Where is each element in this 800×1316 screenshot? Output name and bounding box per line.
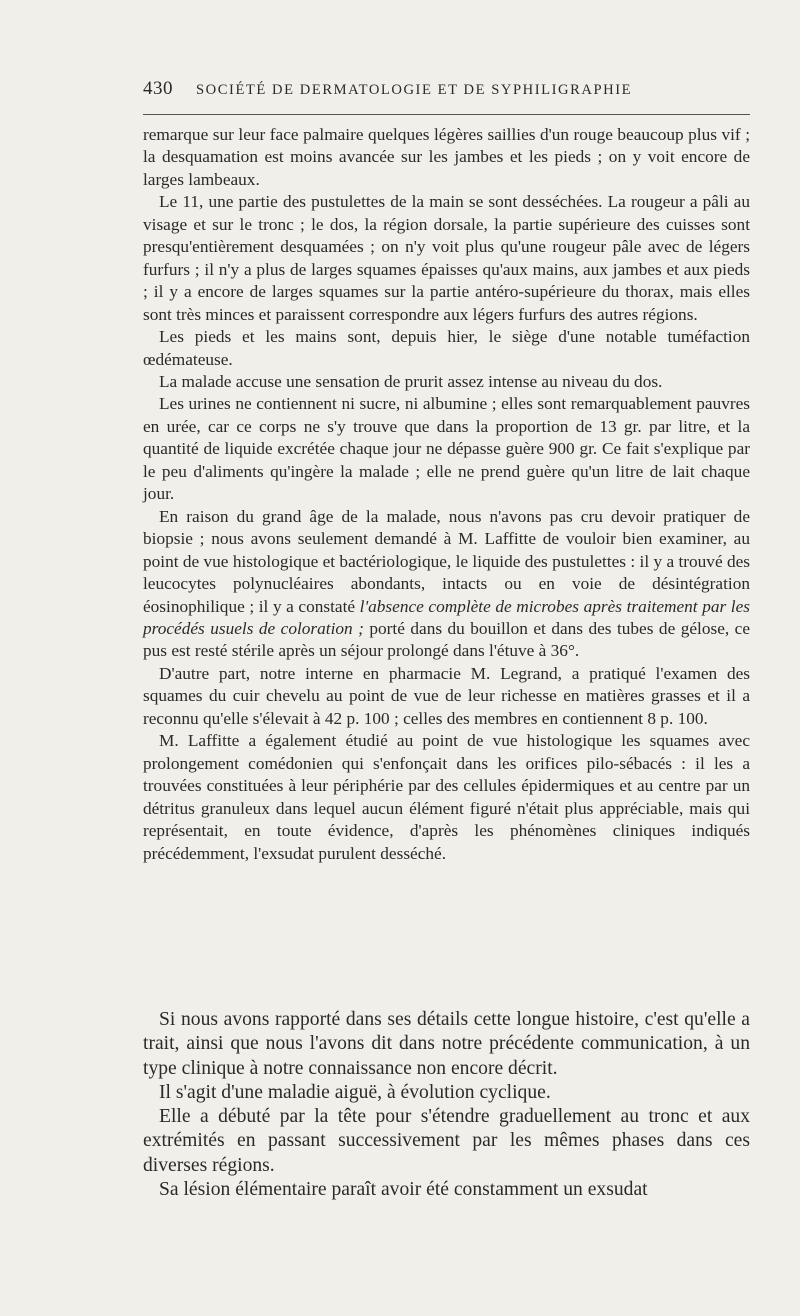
text-run: porté dans du bouillon et dans des tubes de gélose, ce pus est resté stérile après un séjour prolongé dans l'étuve à 36°. [143, 618, 750, 661]
paragraph: Les urines ne contiennent ni sucre, ni albumine ; elles sont remarquablement pauvres en urée, car ce corps ne s'y trouve que dans la proportion de 13 gr. par litre, et la quantité de liquide excrétée chaque jour ne dépasse guère 900 gr. Ce fait s'explique par le peu d'aliments qu'ingère la malade ; elle ne prend guère qu'un litre de lait chaque jour. [143, 394, 750, 504]
discussion-text [143, 1008, 750, 1202]
paragraph: Le 11, une partie des pustulettes de la main se sont desséchées. La rougeur a pâli au visage et sur le tronc ; le dos, la région dorsale, la partie supérieure des cuisses sont presqu'entièrement desquamées ; on n'y voit plus qu'une rougeur pâle avec de légers furfurs ; il n'y a plus de larges squames épaisses qu'aux mains, aux jambes et aux pieds ; il y a encore de larges squames sur la partie antéro-supérieure du thorax, mais elles sont très minces et paraissent correspondre aux légers furfurs des autres régions. [143, 192, 750, 324]
paragraph: D'autre part, notre interne en pharmacie M. Legrand, a pratiqué l'examen des squames du cuir chevelu au point de vue de leur richesse en matières grasses et il a reconnu qu'elle s'élevait à 42 p. 100 ; celles des membres en contiennent 8 p. 100. [143, 663, 750, 728]
italic-text-run: l'absence complète de microbes après traitement par les procédés usuels de coloration ; [143, 596, 750, 638]
text-run: En raison du grand âge de la malade, nous n'avons pas cru devoir pratiquer de biopsie ; nous avons seulement demandé à M. Laffitte de vouloir bien examiner, au point de vue histologique et bactériologique, le liquide des pustulettes : il y a trouvé des leucocytes polynucléaires abondants, intacts ou en voie de désintégration éosinophilique ; il y a constaté [143, 506, 750, 616]
paragraph: Il s'agit d'une maladie aiguë, à évolution cyclique. [159, 1081, 551, 1103]
paragraph: Si nous avons rapporté dans ses détails cette longue histoire, c'est qu'elle a trait, ainsi que nous l'avons dit dans notre précédente communication, à un type clinique à notre connaissance non encore décrit. [143, 1009, 750, 1079]
header-rule [143, 114, 750, 115]
paragraph: Sa lésion élémentaire paraît avoir été constamment un exsudat [159, 1179, 648, 1201]
paragraph: Elle a débuté par la tête pour s'étendre graduellement au tronc et aux extrémités en passant successivement par les mêmes phases dans ces diverses régions. [143, 1106, 750, 1176]
paragraph: La malade accuse une sensation de prurit assez intense au niveau du dos. [159, 371, 663, 391]
paragraph: M. Laffitte a également étudié au point de vue histologique les squames avec prolongement comédonien qui s'enfonçait dans les orifices pilo-sébacés : il les a trouvées constituées à leur périphérie par des cellules épidermiques et au centre par un détritus granuleux dans lequel aucun élément figuré n'était plus appréciable, mais qui représentait, en toute évidence, d'après les phénomènes cliniques indiqués précédemment, l'exsudat purulent desséché. [143, 731, 750, 863]
paragraph-biopsy [143, 506, 750, 663]
case-report-text [143, 124, 750, 865]
paragraph: remarque sur leur face palmaire quelques légères saillies d'un rouge beaucoup plus vif ; la desquamation est moins avancée sur les jambes et les pieds ; on y voit encore de larges lambeaux. [143, 125, 750, 189]
running-title: SOCIÉTÉ DE DERMATOLOGIE ET DE SYPHILIGRAPHIE [196, 82, 633, 98]
page-number: 430 [143, 78, 173, 99]
page-header [143, 78, 750, 104]
paragraph: Les pieds et les mains sont, depuis hier, le siège d'une notable tuméfaction œdémateuse. [143, 327, 750, 369]
